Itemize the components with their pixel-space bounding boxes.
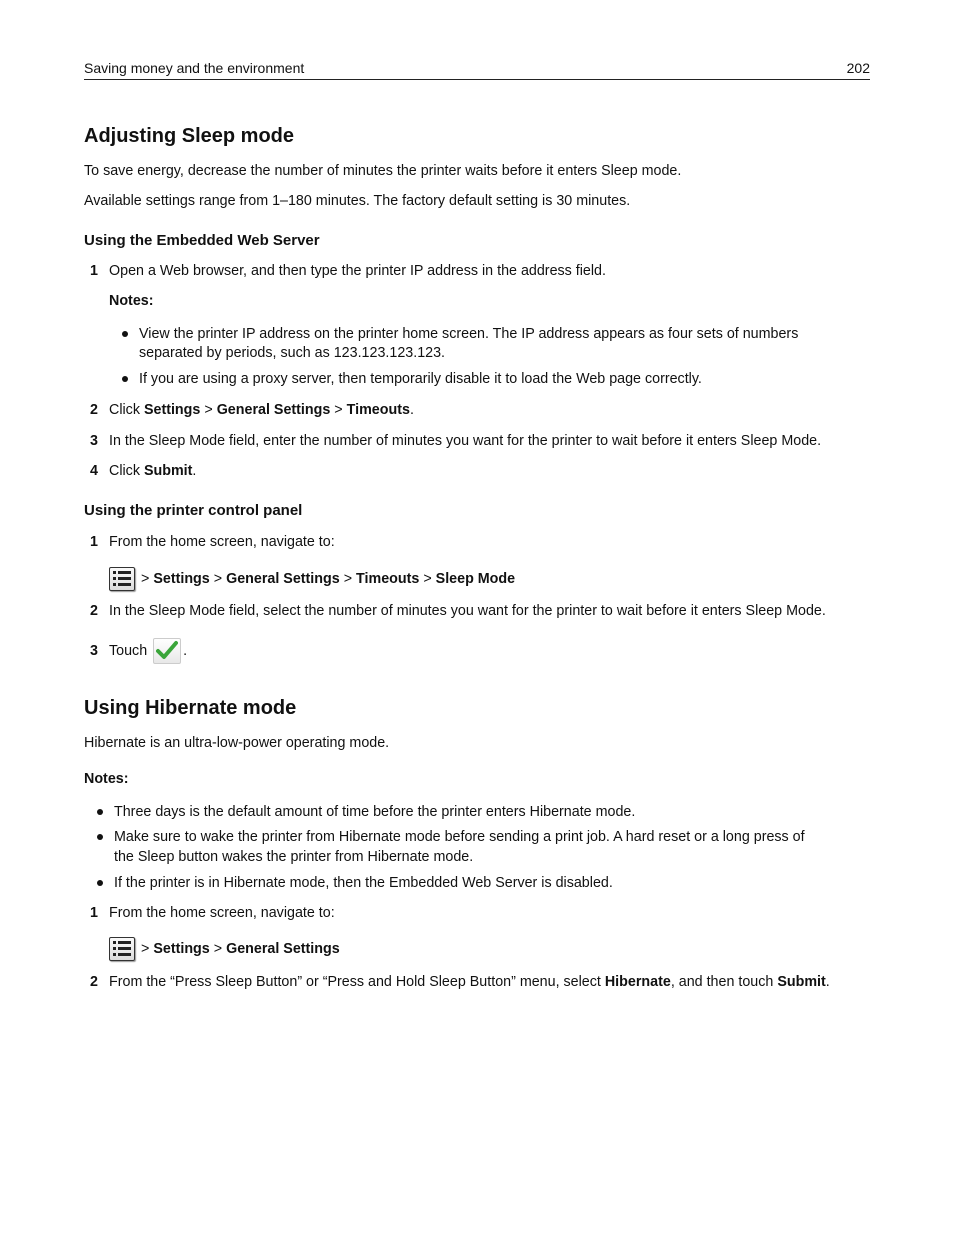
section-title-sleep: Adjusting Sleep mode — [84, 125, 295, 147]
hibernate-navigation-path: > Settings > General Settings — [109, 936, 340, 962]
hibernate-intro: Hibernate is an ultra-low-power operating mode. — [84, 735, 390, 751]
sleep-intro-2: Available settings range from 1–180 minutes. The factory default setting is 30 minutes. — [84, 193, 631, 209]
menu-timeouts-label: Timeouts — [346, 402, 410, 418]
page-header — [84, 60, 870, 80]
hibernate-option-label: Hibernate — [604, 974, 671, 990]
subheading-control-panel: Using the printer control panel — [84, 502, 303, 519]
subheading-ews: Using the Embedded Web Server — [84, 232, 320, 249]
submit-label: Submit — [143, 463, 193, 479]
page-number: 202 — [846, 60, 870, 76]
ews-notes-label: Notes: — [109, 293, 154, 309]
submit-label: Submit — [777, 974, 826, 990]
panel-navigation-path: > Settings > General Settings > Timeouts > Sleep Mode — [109, 566, 515, 592]
menu-settings-label: Settings — [143, 402, 201, 418]
menu-list-icon — [109, 567, 135, 591]
menu-general-settings-label: General Settings — [216, 402, 331, 418]
sleep-intro-1: To save energy, decrease the number of minutes the printer waits before it enters Sleep mode. — [84, 163, 682, 179]
header-section-title: Saving money and the environment — [84, 60, 305, 76]
section-title-hibernate: Using Hibernate mode — [84, 697, 297, 719]
hibernate-notes-label: Notes: — [84, 771, 129, 787]
checkmark-icon — [153, 638, 181, 664]
menu-list-icon — [109, 937, 135, 961]
